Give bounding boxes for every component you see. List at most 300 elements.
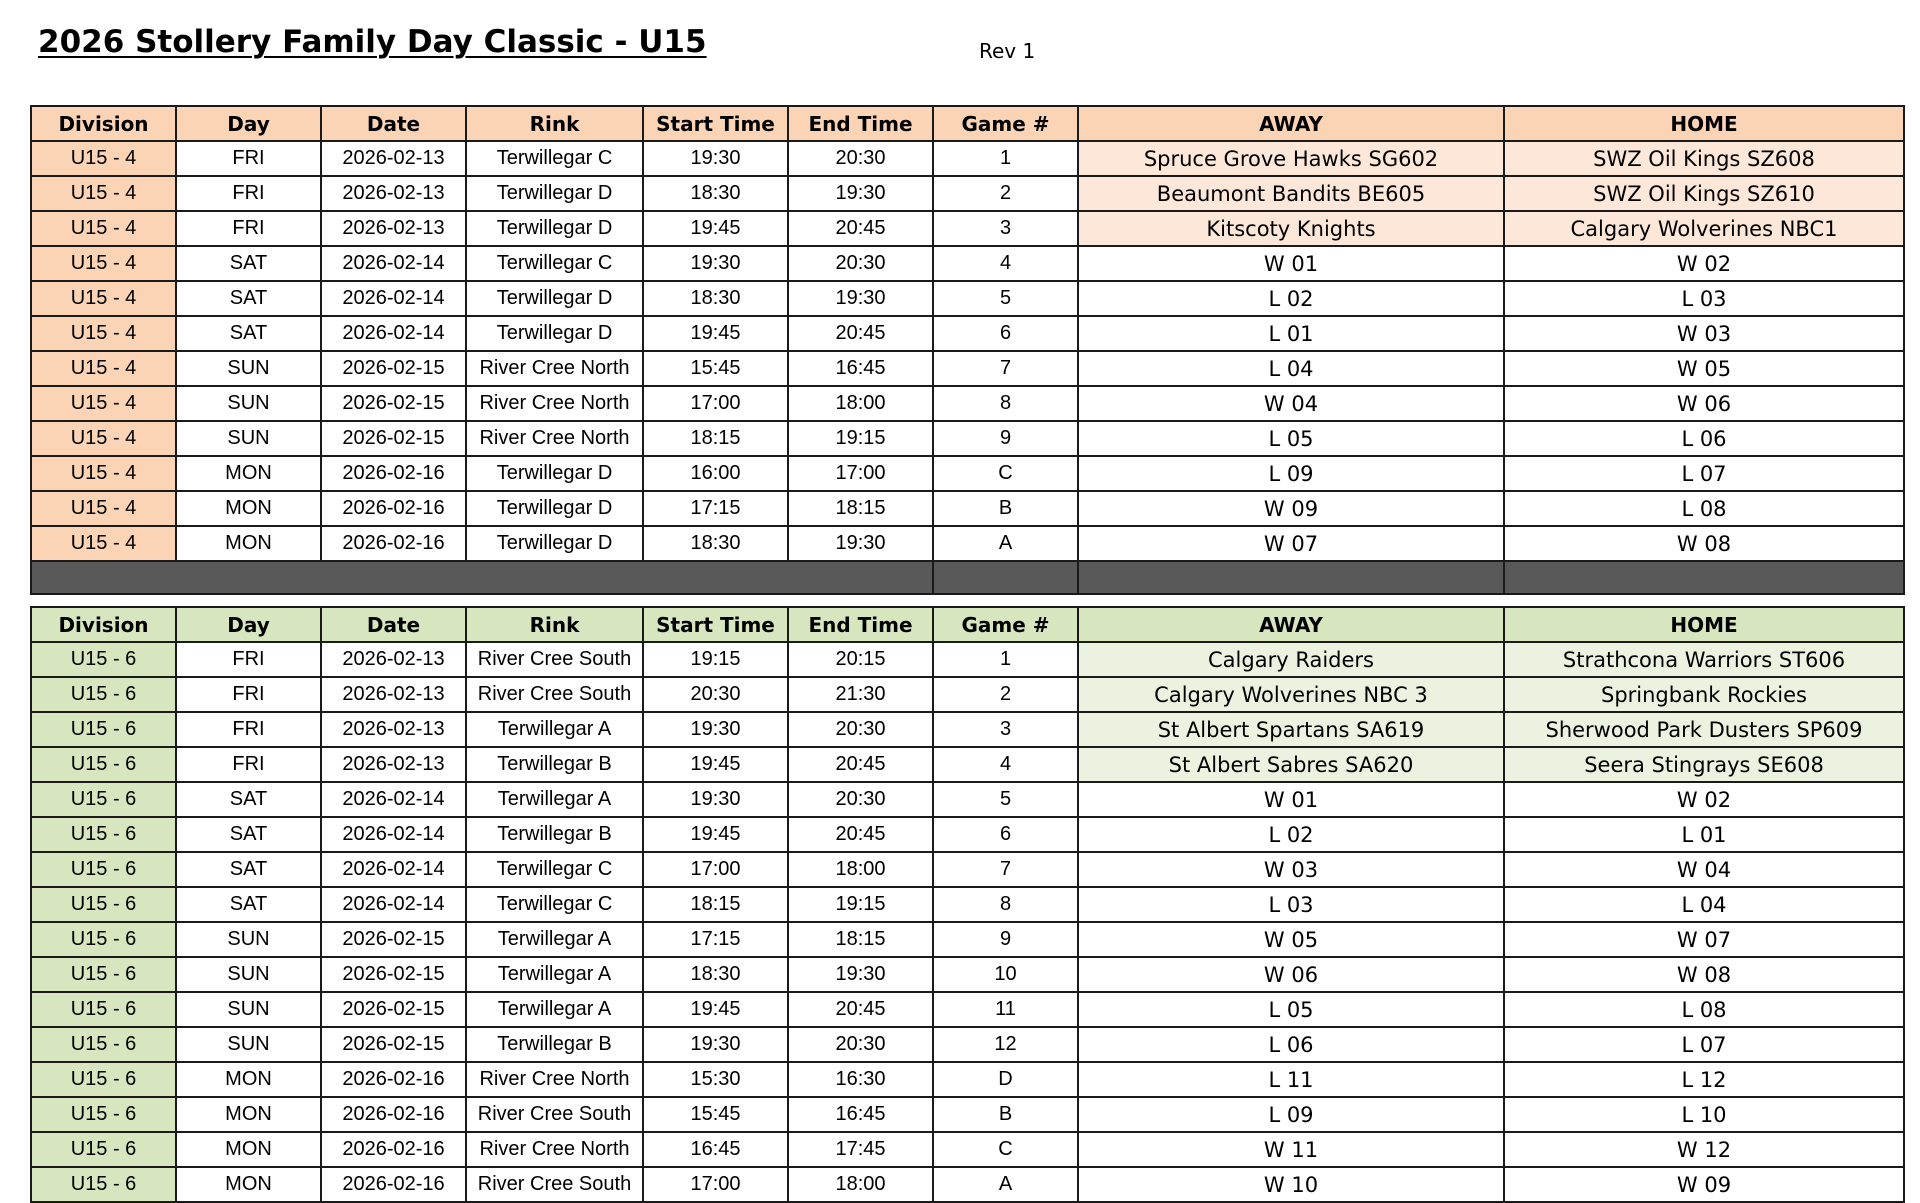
rink-cell: Terwillegar D [466, 491, 643, 526]
day-cell: SUN [176, 351, 321, 386]
rink-cell: River Cree North [466, 421, 643, 456]
table-row [31, 922, 1904, 957]
away-team-cell: Calgary Raiders [1078, 642, 1504, 677]
date-cell: 2026-02-16 [321, 456, 466, 491]
end-time-cell: 21:30 [788, 677, 933, 712]
date-cell: 2026-02-13 [321, 712, 466, 747]
rink-cell: River Cree South [466, 677, 643, 712]
day-cell: MON [176, 526, 321, 561]
end-time-cell: 18:00 [788, 1167, 933, 1202]
home-team-cell: Strathcona Warriors ST606 [1504, 642, 1904, 677]
division-cell: U15 - 6 [31, 887, 176, 922]
home-team-cell: W 06 [1504, 386, 1904, 421]
start-time-cell: 19:45 [643, 211, 788, 246]
game-number-cell: A [933, 1167, 1078, 1202]
start-time-cell: 19:30 [643, 1027, 788, 1062]
home-team-cell: L 10 [1504, 1097, 1904, 1132]
start-time-cell: 19:30 [643, 141, 788, 176]
home-team-cell: SWZ Oil Kings SZ610 [1504, 176, 1904, 211]
table-row [31, 176, 1904, 211]
home-team-cell: SWZ Oil Kings SZ608 [1504, 141, 1904, 176]
start-time-cell: 18:15 [643, 421, 788, 456]
away-team-cell: W 03 [1078, 852, 1504, 887]
home-team-cell: L 01 [1504, 817, 1904, 852]
day-cell: SAT [176, 316, 321, 351]
away-team-cell: Spruce Grove Hawks SG602 [1078, 141, 1504, 176]
division-cell: U15 - 6 [31, 817, 176, 852]
start-time-cell: 16:00 [643, 456, 788, 491]
division-cell: U15 - 6 [31, 852, 176, 887]
rink-cell: River Cree North [466, 1062, 643, 1097]
start-time-cell: 15:30 [643, 1062, 788, 1097]
home-team-cell: Seera Stingrays SE608 [1504, 747, 1904, 782]
date-cell: 2026-02-14 [321, 782, 466, 817]
game-number-cell: C [933, 456, 1078, 491]
game-number-cell: 10 [933, 957, 1078, 992]
day-cell: SUN [176, 957, 321, 992]
filler-cell [1078, 561, 1504, 594]
date-cell: 2026-02-13 [321, 176, 466, 211]
table-row [31, 386, 1904, 421]
day-cell: FRI [176, 211, 321, 246]
division-cell: U15 - 4 [31, 421, 176, 456]
home-team-cell: L 03 [1504, 281, 1904, 316]
rink-cell: Terwillegar B [466, 747, 643, 782]
home-team-cell: L 07 [1504, 456, 1904, 491]
date-cell: 2026-02-16 [321, 1062, 466, 1097]
division-cell: U15 - 6 [31, 1097, 176, 1132]
start-time-cell: 19:30 [643, 782, 788, 817]
date-cell: 2026-02-15 [321, 1027, 466, 1062]
division-cell: U15 - 4 [31, 316, 176, 351]
column-header-rink: Rink [466, 106, 643, 141]
day-cell: FRI [176, 677, 321, 712]
home-team-cell: W 08 [1504, 526, 1904, 561]
away-team-cell: L 02 [1078, 817, 1504, 852]
home-team-cell: W 02 [1504, 782, 1904, 817]
start-time-cell: 18:30 [643, 957, 788, 992]
table-row [31, 677, 1904, 712]
table-row [31, 316, 1904, 351]
start-time-cell: 18:15 [643, 887, 788, 922]
day-cell: SUN [176, 1027, 321, 1062]
rink-cell: Terwillegar C [466, 852, 643, 887]
day-cell: MON [176, 1062, 321, 1097]
end-time-cell: 20:30 [788, 246, 933, 281]
table-row [31, 526, 1904, 561]
rink-cell: Terwillegar A [466, 992, 643, 1027]
column-header-end-time: End Time [788, 607, 933, 642]
home-team-cell: W 09 [1504, 1167, 1904, 1202]
division-cell: U15 - 4 [31, 141, 176, 176]
date-cell: 2026-02-16 [321, 526, 466, 561]
start-time-cell: 19:30 [643, 246, 788, 281]
header-row [31, 607, 1904, 642]
column-header-date: Date [321, 607, 466, 642]
rink-cell: River Cree South [466, 1167, 643, 1202]
away-team-cell: W 11 [1078, 1132, 1504, 1167]
away-team-cell: L 02 [1078, 281, 1504, 316]
rink-cell: Terwillegar A [466, 712, 643, 747]
day-cell: SUN [176, 386, 321, 421]
date-cell: 2026-02-14 [321, 281, 466, 316]
column-header-day: Day [176, 607, 321, 642]
end-time-cell: 20:15 [788, 642, 933, 677]
start-time-cell: 17:15 [643, 491, 788, 526]
date-cell: 2026-02-14 [321, 817, 466, 852]
game-number-cell: 11 [933, 992, 1078, 1027]
game-number-cell: 7 [933, 852, 1078, 887]
end-time-cell: 20:45 [788, 316, 933, 351]
division-cell: U15 - 6 [31, 677, 176, 712]
home-team-cell: W 03 [1504, 316, 1904, 351]
away-team-cell: L 06 [1078, 1027, 1504, 1062]
away-team-cell: L 11 [1078, 1062, 1504, 1097]
day-cell: SAT [176, 281, 321, 316]
rink-cell: Terwillegar D [466, 456, 643, 491]
game-number-cell: 12 [933, 1027, 1078, 1062]
table-row [31, 1062, 1904, 1097]
division-cell: U15 - 4 [31, 526, 176, 561]
home-team-cell: W 04 [1504, 852, 1904, 887]
start-time-cell: 17:15 [643, 922, 788, 957]
date-cell: 2026-02-13 [321, 141, 466, 176]
end-time-cell: 20:45 [788, 992, 933, 1027]
table-row [31, 246, 1904, 281]
game-number-cell: D [933, 1062, 1078, 1097]
table-row [31, 642, 1904, 677]
game-number-cell: A [933, 526, 1078, 561]
away-team-cell: W 01 [1078, 782, 1504, 817]
end-time-cell: 20:45 [788, 211, 933, 246]
day-cell: MON [176, 491, 321, 526]
column-header-away-team: AWAY [1078, 607, 1504, 642]
game-number-cell: 3 [933, 712, 1078, 747]
rink-cell: Terwillegar B [466, 817, 643, 852]
date-cell: 2026-02-14 [321, 887, 466, 922]
filler-row [31, 561, 1904, 594]
away-team-cell: W 05 [1078, 922, 1504, 957]
end-time-cell: 18:15 [788, 491, 933, 526]
table-row [31, 351, 1904, 386]
rink-cell: Terwillegar A [466, 957, 643, 992]
start-time-cell: 19:45 [643, 747, 788, 782]
filler-cell [933, 561, 1078, 594]
division-cell: U15 - 6 [31, 712, 176, 747]
away-team-cell: L 09 [1078, 1097, 1504, 1132]
start-time-cell: 19:15 [643, 642, 788, 677]
home-team-cell: W 05 [1504, 351, 1904, 386]
end-time-cell: 19:30 [788, 526, 933, 561]
table-row [31, 456, 1904, 491]
date-cell: 2026-02-13 [321, 677, 466, 712]
start-time-cell: 19:45 [643, 817, 788, 852]
start-time-cell: 19:30 [643, 712, 788, 747]
rink-cell: River Cree South [466, 642, 643, 677]
column-header-start-time: Start Time [643, 607, 788, 642]
date-cell: 2026-02-16 [321, 1097, 466, 1132]
column-header-home-team: HOME [1504, 106, 1904, 141]
division-cell: U15 - 4 [31, 351, 176, 386]
away-team-cell: St Albert Spartans SA619 [1078, 712, 1504, 747]
table-row [31, 1027, 1904, 1062]
column-header-date: Date [321, 106, 466, 141]
start-time-cell: 18:30 [643, 281, 788, 316]
end-time-cell: 16:45 [788, 351, 933, 386]
division-cell: U15 - 6 [31, 922, 176, 957]
home-team-cell: Sherwood Park Dusters SP609 [1504, 712, 1904, 747]
home-team-cell: L 12 [1504, 1062, 1904, 1097]
game-number-cell: 1 [933, 141, 1078, 176]
start-time-cell: 16:45 [643, 1132, 788, 1167]
day-cell: FRI [176, 747, 321, 782]
page-title: 2026 Stollery Family Day Classic - U15 [38, 24, 707, 60]
end-time-cell: 17:45 [788, 1132, 933, 1167]
away-team-cell: L 03 [1078, 887, 1504, 922]
away-team-cell: L 01 [1078, 316, 1504, 351]
table-row [31, 281, 1904, 316]
column-header-home-team: HOME [1504, 607, 1904, 642]
end-time-cell: 16:45 [788, 1097, 933, 1132]
home-team-cell: L 08 [1504, 491, 1904, 526]
away-team-cell: L 05 [1078, 421, 1504, 456]
rink-cell: Terwillegar B [466, 1027, 643, 1062]
division-cell: U15 - 6 [31, 782, 176, 817]
home-team-cell: W 07 [1504, 922, 1904, 957]
table-row [31, 1132, 1904, 1167]
away-team-cell: W 06 [1078, 957, 1504, 992]
date-cell: 2026-02-15 [321, 421, 466, 456]
table-row [31, 782, 1904, 817]
game-number-cell: 5 [933, 782, 1078, 817]
game-number-cell: 2 [933, 677, 1078, 712]
game-number-cell: B [933, 491, 1078, 526]
end-time-cell: 20:45 [788, 817, 933, 852]
day-cell: MON [176, 1167, 321, 1202]
day-cell: SAT [176, 782, 321, 817]
date-cell: 2026-02-15 [321, 386, 466, 421]
away-team-cell: St Albert Sabres SA620 [1078, 747, 1504, 782]
division-cell: U15 - 6 [31, 1027, 176, 1062]
column-header-division: Division [31, 106, 176, 141]
division-cell: U15 - 6 [31, 1132, 176, 1167]
start-time-cell: 18:30 [643, 526, 788, 561]
away-team-cell: Calgary Wolverines NBC 3 [1078, 677, 1504, 712]
filler-cell [1504, 561, 1904, 594]
game-number-cell: 4 [933, 246, 1078, 281]
away-team-cell: Beaumont Bandits BE605 [1078, 176, 1504, 211]
date-cell: 2026-02-15 [321, 922, 466, 957]
home-team-cell: W 02 [1504, 246, 1904, 281]
date-cell: 2026-02-14 [321, 246, 466, 281]
end-time-cell: 18:15 [788, 922, 933, 957]
rink-cell: Terwillegar D [466, 526, 643, 561]
home-team-cell: W 08 [1504, 957, 1904, 992]
home-team-cell: Calgary Wolverines NBC1 [1504, 211, 1904, 246]
away-team-cell: L 09 [1078, 456, 1504, 491]
end-time-cell: 19:30 [788, 176, 933, 211]
revision-label: Rev 1 [979, 39, 1036, 63]
column-header-away-team: AWAY [1078, 106, 1504, 141]
division-cell: U15 - 6 [31, 992, 176, 1027]
day-cell: FRI [176, 176, 321, 211]
day-cell: MON [176, 456, 321, 491]
division-cell: U15 - 4 [31, 491, 176, 526]
date-cell: 2026-02-14 [321, 852, 466, 887]
table-body [31, 642, 1904, 1202]
away-team-cell: W 07 [1078, 526, 1504, 561]
table-row [31, 491, 1904, 526]
date-cell: 2026-02-14 [321, 316, 466, 351]
away-team-cell: L 04 [1078, 351, 1504, 386]
rink-cell: River Cree South [466, 1097, 643, 1132]
home-team-cell: L 08 [1504, 992, 1904, 1027]
rink-cell: Terwillegar C [466, 887, 643, 922]
table-row [31, 887, 1904, 922]
division-cell: U15 - 6 [31, 957, 176, 992]
division-cell: U15 - 4 [31, 456, 176, 491]
table-row [31, 957, 1904, 992]
table-row [31, 747, 1904, 782]
table-row [31, 712, 1904, 747]
end-time-cell: 16:30 [788, 1062, 933, 1097]
start-time-cell: 17:00 [643, 386, 788, 421]
date-cell: 2026-02-13 [321, 211, 466, 246]
header-row [31, 106, 1904, 141]
division-cell: U15 - 4 [31, 386, 176, 421]
rink-cell: Terwillegar D [466, 211, 643, 246]
schedule-table-u15-4 [30, 105, 1905, 595]
home-team-cell: L 07 [1504, 1027, 1904, 1062]
end-time-cell: 20:45 [788, 747, 933, 782]
column-header-game-number: Game # [933, 106, 1078, 141]
home-team-cell: W 12 [1504, 1132, 1904, 1167]
end-time-cell: 20:30 [788, 141, 933, 176]
home-team-cell: L 04 [1504, 887, 1904, 922]
date-cell: 2026-02-15 [321, 351, 466, 386]
day-cell: SAT [176, 246, 321, 281]
division-cell: U15 - 6 [31, 747, 176, 782]
day-cell: SUN [176, 922, 321, 957]
filler-cell [31, 561, 933, 594]
column-header-game-number: Game # [933, 607, 1078, 642]
rink-cell: Terwillegar C [466, 246, 643, 281]
end-time-cell: 20:30 [788, 782, 933, 817]
date-cell: 2026-02-15 [321, 957, 466, 992]
day-cell: MON [176, 1097, 321, 1132]
end-time-cell: 19:15 [788, 887, 933, 922]
game-number-cell: 6 [933, 817, 1078, 852]
division-cell: U15 - 6 [31, 642, 176, 677]
table-row [31, 992, 1904, 1027]
rink-cell: Terwillegar A [466, 782, 643, 817]
day-cell: FRI [176, 642, 321, 677]
start-time-cell: 15:45 [643, 351, 788, 386]
rink-cell: River Cree North [466, 386, 643, 421]
end-time-cell: 17:00 [788, 456, 933, 491]
rink-cell: Terwillegar D [466, 316, 643, 351]
date-cell: 2026-02-13 [321, 642, 466, 677]
day-cell: SUN [176, 421, 321, 456]
date-cell: 2026-02-13 [321, 747, 466, 782]
column-header-day: Day [176, 106, 321, 141]
start-time-cell: 20:30 [643, 677, 788, 712]
rink-cell: River Cree North [466, 1132, 643, 1167]
day-cell: FRI [176, 141, 321, 176]
game-number-cell: B [933, 1097, 1078, 1132]
table-row [31, 421, 1904, 456]
home-team-cell: Springbank Rockies [1504, 677, 1904, 712]
away-team-cell: Kitscoty Knights [1078, 211, 1504, 246]
table-row [31, 141, 1904, 176]
day-cell: SAT [176, 817, 321, 852]
day-cell: SAT [176, 887, 321, 922]
game-number-cell: 2 [933, 176, 1078, 211]
end-time-cell: 20:30 [788, 712, 933, 747]
away-team-cell: W 09 [1078, 491, 1504, 526]
division-cell: U15 - 4 [31, 176, 176, 211]
game-number-cell: 9 [933, 421, 1078, 456]
column-header-end-time: End Time [788, 106, 933, 141]
division-cell: U15 - 6 [31, 1062, 176, 1097]
column-header-rink: Rink [466, 607, 643, 642]
game-number-cell: 4 [933, 747, 1078, 782]
date-cell: 2026-02-16 [321, 1167, 466, 1202]
column-header-division: Division [31, 607, 176, 642]
date-cell: 2026-02-16 [321, 1132, 466, 1167]
division-cell: U15 - 6 [31, 1167, 176, 1202]
schedule-table-u15-6 [30, 606, 1905, 1203]
away-team-cell: L 05 [1078, 992, 1504, 1027]
rink-cell: Terwillegar A [466, 922, 643, 957]
home-team-cell: L 06 [1504, 421, 1904, 456]
day-cell: MON [176, 1132, 321, 1167]
rink-cell: Terwillegar D [466, 281, 643, 316]
away-team-cell: W 10 [1078, 1167, 1504, 1202]
rink-cell: Terwillegar D [466, 176, 643, 211]
end-time-cell: 19:15 [788, 421, 933, 456]
game-number-cell: C [933, 1132, 1078, 1167]
game-number-cell: 6 [933, 316, 1078, 351]
table-row [31, 852, 1904, 887]
date-cell: 2026-02-15 [321, 992, 466, 1027]
game-number-cell: 9 [933, 922, 1078, 957]
division-cell: U15 - 4 [31, 211, 176, 246]
table-row [31, 1097, 1904, 1132]
table-row [31, 1167, 1904, 1202]
end-time-cell: 19:30 [788, 957, 933, 992]
game-number-cell: 1 [933, 642, 1078, 677]
start-time-cell: 19:45 [643, 992, 788, 1027]
division-cell: U15 - 4 [31, 281, 176, 316]
rink-cell: Terwillegar C [466, 141, 643, 176]
rink-cell: River Cree North [466, 351, 643, 386]
division-cell: U15 - 4 [31, 246, 176, 281]
start-time-cell: 19:45 [643, 316, 788, 351]
table-body [31, 141, 1904, 594]
day-cell: SAT [176, 852, 321, 887]
game-number-cell: 8 [933, 386, 1078, 421]
end-time-cell: 18:00 [788, 852, 933, 887]
table-row [31, 211, 1904, 246]
game-number-cell: 5 [933, 281, 1078, 316]
start-time-cell: 15:45 [643, 1097, 788, 1132]
day-cell: FRI [176, 712, 321, 747]
start-time-cell: 18:30 [643, 176, 788, 211]
start-time-cell: 17:00 [643, 1167, 788, 1202]
end-time-cell: 19:30 [788, 281, 933, 316]
game-number-cell: 7 [933, 351, 1078, 386]
